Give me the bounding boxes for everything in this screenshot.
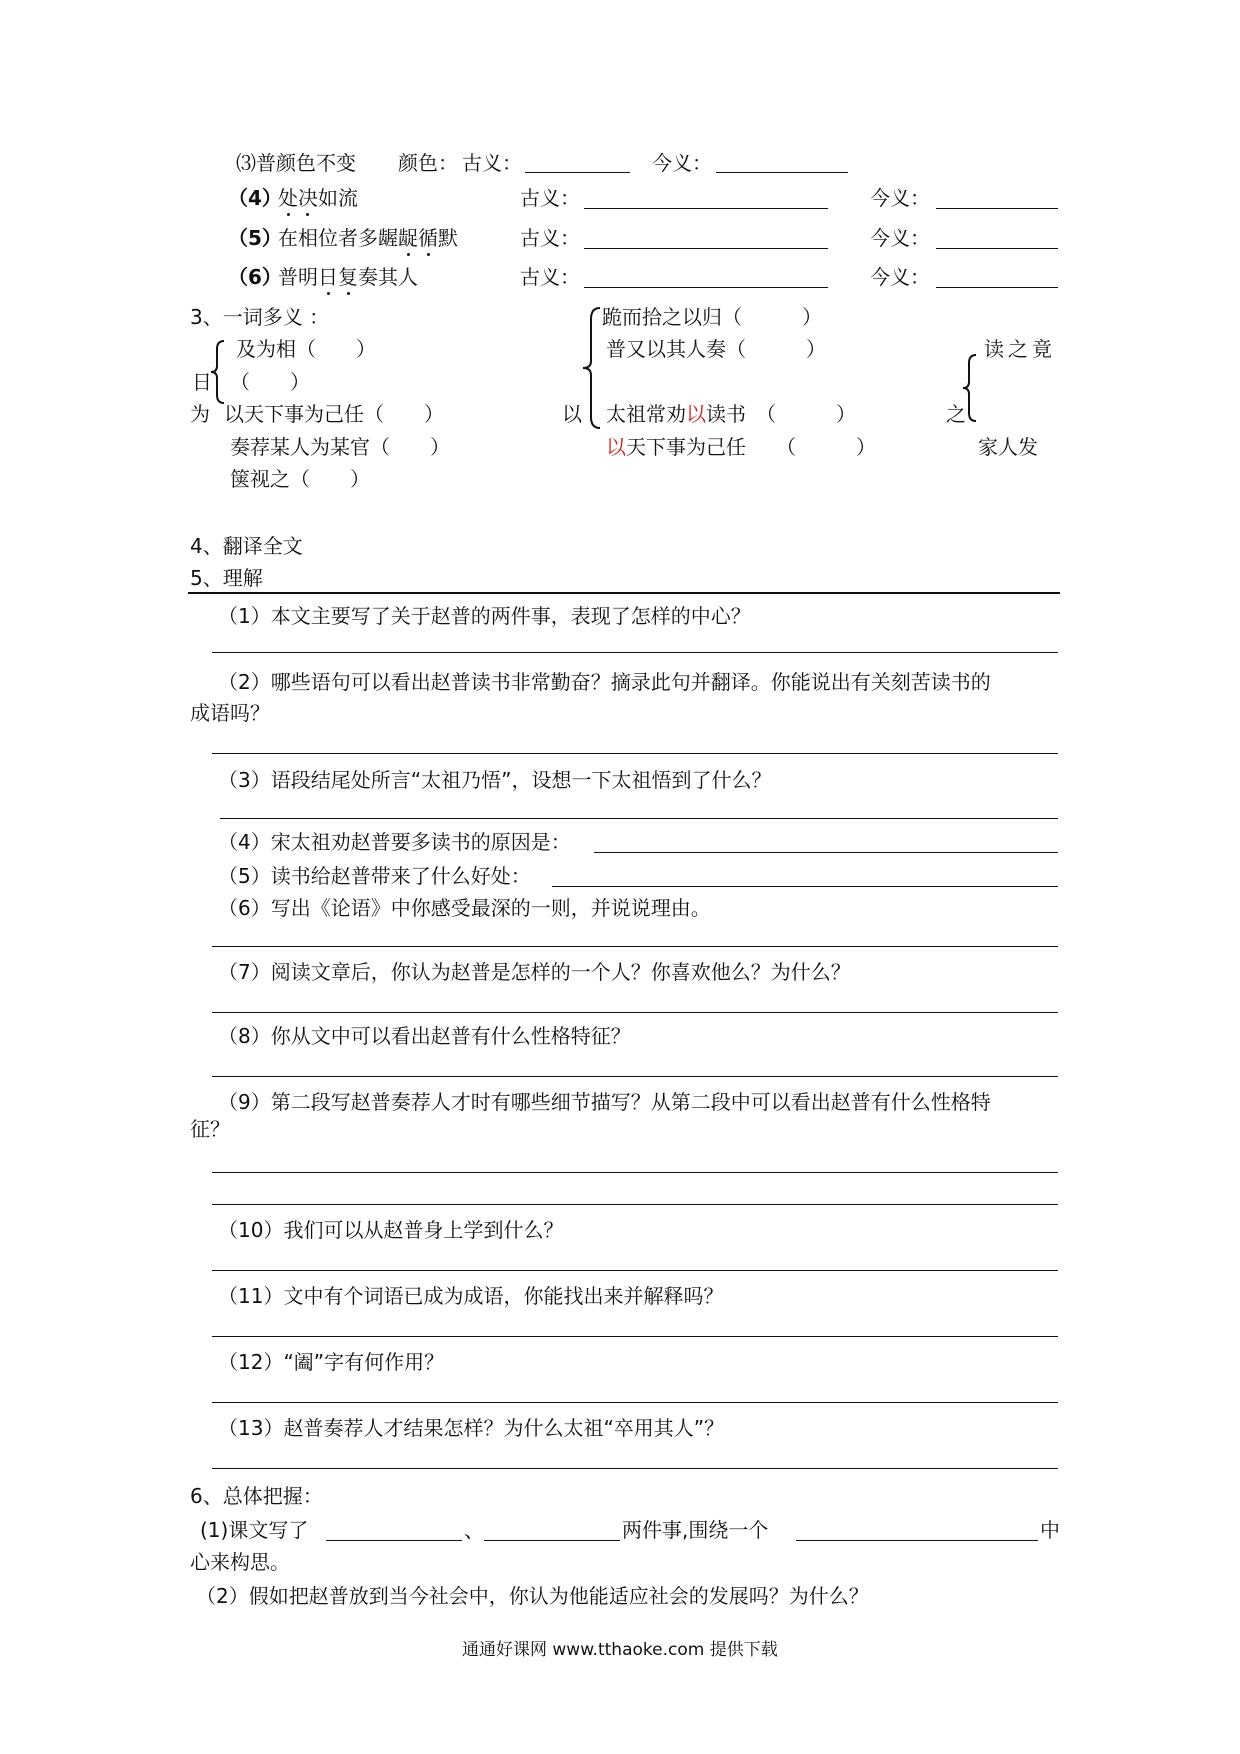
row4-phrase: 处决如流 xyxy=(278,186,358,210)
row3-word: 颜色： xyxy=(398,151,458,175)
question-5: （5）读书给赵普带来了什么好处： xyxy=(218,864,531,888)
row3-modern-label: 今义： xyxy=(652,151,712,175)
answer-line-12[interactable] xyxy=(212,1402,1058,1403)
row3-ancient-blank[interactable] xyxy=(525,172,630,173)
question-9: （9）第二段写赵普奏荐人才时有哪些细节描写？从第二段中可以看出赵普有什么性格特 xyxy=(218,1090,991,1114)
section6-title: 6、总体把握： xyxy=(190,1484,323,1508)
overall-q1-part-a: (1)课文写了 xyxy=(200,1518,309,1542)
answer-line-9a[interactable] xyxy=(212,1172,1058,1173)
zhi-item-1: 读之竟 xyxy=(984,337,1056,361)
wei-item-1: 以天下事为己任（ ） xyxy=(224,402,444,426)
row3-ancient-label: 古义： xyxy=(462,151,522,175)
row3-phrase: ⑶普颜色不变 xyxy=(236,151,356,175)
answer-line-9b[interactable] xyxy=(212,1204,1058,1205)
overall-q2: （2）假如把赵普放到当今社会中，你认为他能适应社会的发展吗？为什么？ xyxy=(196,1584,869,1608)
question-1: （1）本文主要写了关于赵普的两件事，表现了怎样的中心？ xyxy=(218,604,751,628)
overall-q1-part-c: 中 xyxy=(1040,1518,1060,1542)
row3-modern-blank[interactable] xyxy=(716,172,848,173)
question-8: （8）你从文中可以看出赵普有什么性格特征？ xyxy=(218,1024,631,1048)
section4-title: 4、翻译全文 xyxy=(190,534,303,558)
yi-item-1: 跪而拾之以归（ ） xyxy=(602,305,822,329)
row6-ancient-blank[interactable] xyxy=(584,287,828,288)
row6-modern-blank[interactable] xyxy=(936,287,1058,288)
row6-phrase: 普明日复奏其人 xyxy=(278,265,418,289)
row5-ancient-label: 古义： xyxy=(520,226,580,250)
row4-modern-blank[interactable] xyxy=(936,208,1058,209)
row5-ancient-blank[interactable] xyxy=(584,248,828,249)
wei-item-3: 箧视之（ ） xyxy=(230,467,370,491)
emphasis-dot xyxy=(407,253,410,256)
brace-ri xyxy=(210,340,226,404)
section3-title: 3、一词多义 ： xyxy=(190,305,330,329)
footer-credit: 通通好课网 www.tthaoke.com 提供下载 xyxy=(462,1640,778,1660)
question-2: （2）哪些语句可以看出赵普读书非常勤奋？摘录此句并翻译。你能说出有关刻苦读书的 xyxy=(218,670,991,694)
yi-item-4-rest: 天下事为己任 （ ） xyxy=(626,435,876,459)
answer-line-1[interactable] xyxy=(212,652,1058,653)
row5-phrase: 在相位者多龌龊循默 xyxy=(278,226,458,250)
ri-item-2: （ ） xyxy=(230,370,310,394)
section-divider xyxy=(188,592,1060,594)
row4-ancient-blank[interactable] xyxy=(584,208,828,209)
row4-num: （4） xyxy=(228,186,282,210)
answer-line-3[interactable] xyxy=(220,818,1058,819)
overall-q1-part-b: 两件事,围绕一个 xyxy=(622,1518,769,1542)
answer-line-5[interactable] xyxy=(552,886,1058,887)
answer-line-7[interactable] xyxy=(212,1012,1058,1013)
zhi-char: 之 xyxy=(946,402,966,426)
row6-modern-label: 今义： xyxy=(870,265,930,289)
overall-q1-blank-2[interactable] xyxy=(484,1540,620,1541)
overall-q1-part-d: 心来构思。 xyxy=(190,1550,290,1574)
emphasis-dot xyxy=(306,213,309,216)
yi-highlight: 以 xyxy=(606,435,626,459)
overall-q1-blank-3[interactable] xyxy=(796,1540,1038,1541)
emphasis-dot xyxy=(327,292,330,295)
yi-item-2: 普又以其人奏（ ） xyxy=(606,337,826,361)
emphasis-dot xyxy=(347,292,350,295)
yi-item-3-rest: 读书 （ ） xyxy=(706,402,856,426)
question-6: （6）写出《论语》中你感受最深的一则，并说说理由。 xyxy=(218,896,711,920)
answer-line-4[interactable] xyxy=(594,852,1058,853)
yi-item-3-text: 太祖常劝 xyxy=(606,402,686,426)
answer-line-11[interactable] xyxy=(212,1336,1058,1337)
question-4: （4）宋太祖劝赵普要多读书的原因是： xyxy=(218,830,571,854)
wei-char: 为 xyxy=(190,402,210,426)
emphasis-dot xyxy=(427,253,430,256)
row6-ancient-label: 古义： xyxy=(520,265,580,289)
row5-num: （5） xyxy=(228,226,282,250)
yi-char: 以 xyxy=(562,402,582,426)
yi-item-3 xyxy=(606,404,856,424)
question-2-cont: 成语吗？ xyxy=(190,701,270,725)
question-7: （7）阅读文章后，你认为赵普是怎样的一个人？你喜欢他么？为什么？ xyxy=(218,960,851,984)
row5-modern-label: 今义： xyxy=(870,226,930,250)
row4-modern-label: 今义： xyxy=(870,186,930,210)
question-10: （10）我们可以从赵普身上学到什么？ xyxy=(218,1218,564,1242)
overall-q1-sep: 、 xyxy=(464,1518,484,1542)
question-3: （3）语段结尾处所言“太祖乃悟”，设想一下太祖悟到了什么？ xyxy=(218,768,772,792)
answer-line-2[interactable] xyxy=(212,753,1058,754)
brace-yi xyxy=(582,307,602,429)
question-13: （13）赵普奏荐人才结果怎样？为什么太祖“卒用其人”？ xyxy=(218,1416,725,1440)
section5-title: 5、理解 xyxy=(190,566,263,590)
zhi-item-2: 家人发 xyxy=(978,435,1038,459)
ri-item-1: 及为相（ ） xyxy=(236,337,376,361)
emphasis-dot xyxy=(287,213,290,216)
ri-char: 日 xyxy=(192,370,212,394)
question-12: （12）“阖”字有何作用？ xyxy=(218,1350,445,1374)
answer-line-6[interactable] xyxy=(212,946,1058,947)
answer-line-8[interactable] xyxy=(212,1076,1058,1077)
wei-item-2: 奏荐某人为某官（ ） xyxy=(230,435,450,459)
answer-line-13[interactable] xyxy=(212,1468,1058,1469)
row5-modern-blank[interactable] xyxy=(936,248,1058,249)
yi-item-4 xyxy=(606,437,876,457)
row6-num: （6） xyxy=(228,265,282,289)
answer-line-10[interactable] xyxy=(212,1270,1058,1271)
yi-highlight: 以 xyxy=(686,402,706,426)
question-9-cont: 征？ xyxy=(190,1117,230,1141)
question-11: （11）文中有个词语已成为成语，你能找出来并解释吗？ xyxy=(218,1284,724,1308)
row4-ancient-label: 古义： xyxy=(520,186,580,210)
overall-q1-blank-1[interactable] xyxy=(326,1540,462,1541)
